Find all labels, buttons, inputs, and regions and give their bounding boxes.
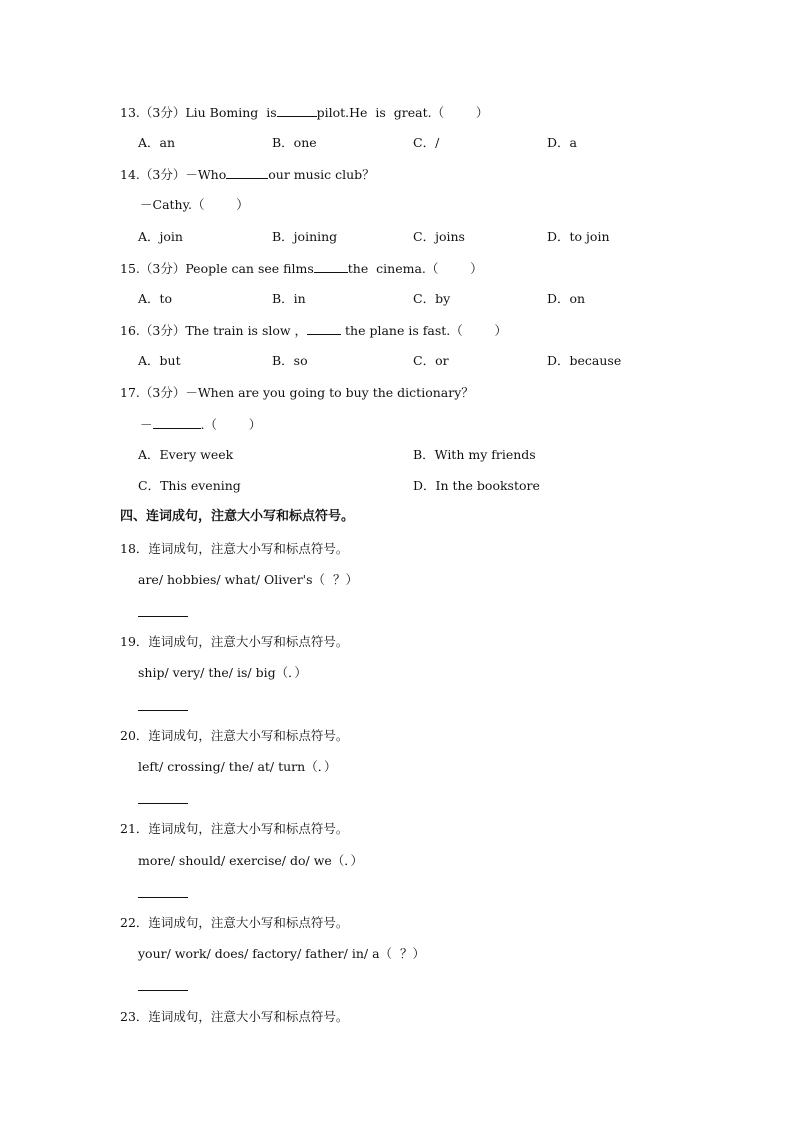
q16-stem-post: the plane is fast.（ ） bbox=[341, 323, 508, 338]
q17-option-a: A．Every week bbox=[138, 447, 234, 462]
q13-blank bbox=[277, 104, 317, 117]
q17-stem: 17.（3分）－When are you going to buy the dictionary？ bbox=[120, 385, 474, 400]
q17-answer-pre: － bbox=[140, 417, 153, 432]
q20-stem: 20．连词成句，注意大小写和标点符号。 bbox=[120, 728, 349, 743]
q18-answer-line bbox=[138, 616, 188, 617]
q13-option-d: D．a bbox=[547, 135, 577, 150]
q15-option-a: A．to bbox=[138, 291, 173, 306]
q17-answer bbox=[140, 416, 261, 433]
q17-option-b: B．With my friends bbox=[413, 447, 536, 462]
q21-answer-line bbox=[138, 897, 188, 898]
q13-stem-pre: 13.（3分）Liu Boming is bbox=[120, 105, 277, 120]
q22-stem: 22．连词成句，注意大小写和标点符号。 bbox=[120, 915, 349, 930]
q22-words: your/ work/ does/ factory/ father/ in/ a（ ？） bbox=[138, 946, 425, 961]
q21-words: more/ should/ exercise/ do/ we（．） bbox=[138, 853, 364, 868]
q14-blank bbox=[226, 166, 268, 179]
q20-answer-line bbox=[138, 803, 188, 804]
q14-option-c: C．joins bbox=[413, 229, 465, 244]
q21-stem: 21．连词成句，注意大小写和标点符号。 bbox=[120, 821, 349, 836]
q14-option-d: D．to join bbox=[547, 229, 610, 244]
q17-option-c: C．This evening bbox=[138, 478, 241, 493]
q18-stem: 18．连词成句，注意大小写和标点符号。 bbox=[120, 541, 349, 556]
q13-stem-post: pilot.He is great.（ ） bbox=[316, 105, 489, 120]
q13-option-b: B．one bbox=[272, 135, 317, 150]
q14-stem-post: our music club？ bbox=[268, 167, 375, 182]
q16-stem bbox=[120, 322, 507, 339]
q22-answer-line bbox=[138, 990, 188, 991]
q15-stem-pre: 15.（3分）People can see films bbox=[120, 261, 314, 276]
q16-option-a: A．but bbox=[138, 353, 181, 368]
q15-option-d: D．on bbox=[547, 291, 586, 306]
q13-stem bbox=[120, 104, 488, 121]
q16-stem-pre: 16.（3分）The train is slow ， bbox=[120, 323, 308, 338]
q19-words: ship/ very/ the/ is/ big（．） bbox=[138, 665, 307, 680]
q16-blank bbox=[307, 322, 341, 335]
q17-answer-post: .（ ） bbox=[200, 417, 262, 432]
q15-blank bbox=[314, 260, 348, 273]
q19-stem: 19．连词成句，注意大小写和标点符号。 bbox=[120, 634, 349, 649]
q14-option-b: B．joining bbox=[272, 229, 338, 244]
q16-option-d: D．because bbox=[547, 353, 622, 368]
q14-stem bbox=[120, 166, 375, 183]
q14-stem-pre: 14.（3分）－Who bbox=[120, 167, 227, 182]
q15-option-b: B．in bbox=[272, 291, 306, 306]
q20-words: left/ crossing/ the/ at/ turn（．） bbox=[138, 759, 337, 774]
section-4-heading: 四、连词成句，注意大小写和标点符号。 bbox=[120, 509, 355, 524]
q16-option-b: B．so bbox=[272, 353, 308, 368]
q17-blank bbox=[153, 416, 201, 429]
q15-stem bbox=[120, 260, 483, 277]
q14-answer: －Cathy.（ ） bbox=[140, 197, 249, 212]
q14-option-a: A．join bbox=[138, 229, 183, 244]
q15-option-c: C．by bbox=[413, 291, 451, 306]
q13-option-c: C．/ bbox=[413, 135, 440, 150]
q13-option-a: A．an bbox=[138, 135, 176, 150]
q15-stem-post: the cinema.（ ） bbox=[347, 261, 483, 276]
q18-words: are/ hobbies/ what/ Oliver's（ ？） bbox=[138, 572, 358, 587]
q17-option-d: D．In the bookstore bbox=[413, 478, 540, 493]
q19-answer-line bbox=[138, 710, 188, 711]
q23-stem: 23．连词成句，注意大小写和标点符号。 bbox=[120, 1009, 349, 1024]
q16-option-c: C．or bbox=[413, 353, 449, 368]
